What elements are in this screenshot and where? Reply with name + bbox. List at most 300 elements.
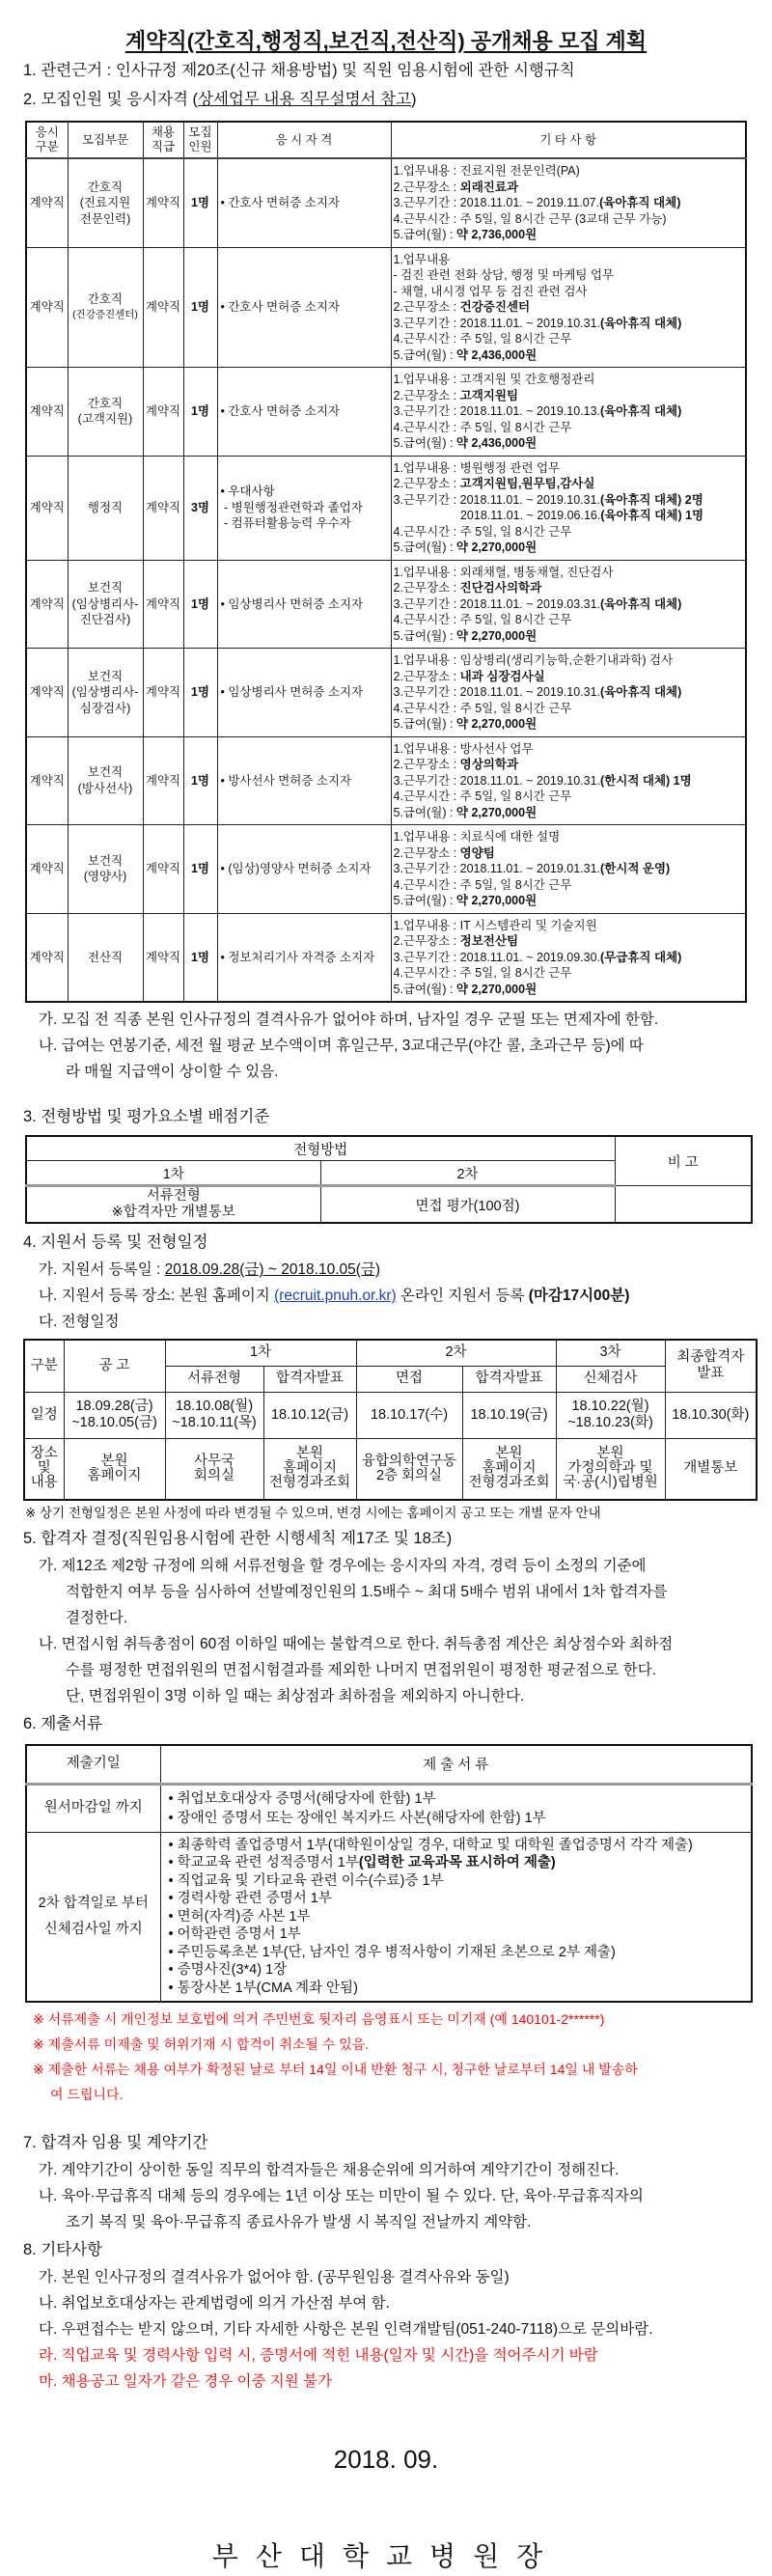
doc-item <box>169 1961 744 1980</box>
detail-text: 2.근무장소 : <box>393 388 460 402</box>
schedule-date: 18.10.12(금) <box>263 1392 356 1438</box>
detail-text: 5.급여(월) : <box>393 717 456 731</box>
dept-line: 간호직 <box>87 180 124 194</box>
detail-line <box>394 933 744 950</box>
detail-emphasis: 내과 심장검사실 <box>459 669 545 683</box>
detail-text: 1.업무내용 : 병원행정 관련 업무 <box>393 460 561 475</box>
detail-line <box>394 227 744 243</box>
detail-line <box>394 195 744 211</box>
h-round1: 1차 <box>165 1340 356 1366</box>
detail-emphasis: 정보전산팀 <box>459 934 519 948</box>
qualification-cell <box>217 736 391 825</box>
qualification-line: - 병원행정관련학과 졸업자 <box>220 500 363 514</box>
schedule-date: 18.10.17(수) <box>356 1392 462 1438</box>
grade-cell: 계약직 <box>143 736 183 825</box>
detail-text: 3.근무기간 : 2018.11.01. ~ 2019.10.31. <box>393 685 601 699</box>
red-note: ※ 서류제출 시 개인정보 보호법에 의거 주민번호 뒷자리 음영표시 또는 미기재 (예 140101-2******) <box>33 2011 605 2027</box>
detail-text: 3.근무기간 : 2018.11.01. ~ 2019.10.31. <box>393 316 601 330</box>
grade-cell: 계약직 <box>143 158 183 247</box>
selection-method-table <box>25 1135 753 1224</box>
grade-cell: 계약직 <box>143 649 183 737</box>
detail-line <box>394 701 744 717</box>
docs-list <box>160 1784 752 1832</box>
detail-line <box>394 918 744 934</box>
dept-line: 보건직 <box>87 581 124 595</box>
dept-line: 보건직 <box>87 853 124 868</box>
doc-item <box>169 1837 744 1855</box>
doc-text: • 면허(자격)증 사본 1부 <box>168 1908 311 1925</box>
schedule-date: 18.09.28(금) ~18.10.05(금) <box>64 1392 165 1438</box>
note-na: 나. 급여는 연봉기준, 세전 월 평균 보수액이며 휴일근무, 3교대근무(야간 콜, 초과근무 등)에 따 <box>39 1038 644 1054</box>
detail-emphasis: 약 2,270,000원 <box>455 717 538 731</box>
detail-text: 1.업무내용 : 고객지원 및 간호행정관리 <box>393 373 595 386</box>
qualification-line: • 정보처리기사 자격증 소지자 <box>220 950 375 964</box>
qualification-cell <box>217 913 391 1002</box>
detail-text: 1.업무내용 : 치료식에 대한 설명 <box>393 830 561 844</box>
qualification-cell <box>217 825 391 914</box>
detail-text: 3.근무기간 : 2018.11.01. ~ 2019.01.31. <box>393 862 601 875</box>
sec7-line: 가. 계약기간이 상이한 동일 직무의 합격자들은 채용순위에 의거하여 계약기간이 정해진다. <box>39 2162 620 2178</box>
table-row <box>26 649 746 737</box>
application-place: 나. 지원서 등록 장소: 본원 홈페이지 (recruit.pnuh.or.kr) 온라인 지원서 등록 (마감17시00분) <box>39 1288 630 1304</box>
date-label: 일정 <box>24 1392 64 1438</box>
column-header: 응시 구분 <box>26 122 68 158</box>
detail-emphasis: 외래진료과 <box>459 180 519 194</box>
doc-text: • 학교교육 관련 성적증명서 1부 <box>168 1855 359 1870</box>
doc-emphasis: (입력한 교육과목 표시하여 제출) <box>358 1855 556 1870</box>
detail-line <box>394 829 744 845</box>
detail-text: 4.근무시간 : 주 5일, 일 8시간 근무 (3교대 근무 가능) <box>393 211 667 226</box>
dept-line: 심장검사) <box>79 701 131 715</box>
schedule-note: ※ 상기 전형일정은 본원 사정에 따라 변경될 수 있으며, 변경 시에는 홈페이지 공고 또는 개별 문자 안내 <box>25 1506 601 1520</box>
detail-line <box>394 476 744 492</box>
qualification-line: • 우대사항 <box>220 485 275 499</box>
detail-text: 3.근무기간 : 2018.11.01. ~ 2019.11.07. <box>393 196 600 209</box>
sec8-red-line: 마. 채용공고 일자가 같은 경우 이중 지원 불가 <box>39 2373 332 2390</box>
schedule-place: 사무국 회의실 <box>165 1438 263 1500</box>
sec8-line: 가. 본원 인사규정의 결격사유가 없어야 함. (공무원임용 결격사유와 동일) <box>39 2269 510 2285</box>
h-final: 최종합격자 발표 <box>665 1340 757 1392</box>
doc-text: • 증명사진(3*4) 1장 <box>168 1962 288 1978</box>
details-cell <box>391 560 746 649</box>
detail-text: 4.근무시간 : 주 5일, 일 8시간 근무 <box>393 420 572 434</box>
qualification-line: • (임상)영양사 면허증 소지자 <box>220 862 372 875</box>
section-2-heading: 2. 모집인원 및 응시자격 (상세업무 내용 직무설명서 참고) <box>23 91 417 108</box>
detail-line <box>394 508 744 524</box>
detail-text: - 채혈, 내시경 업무 등 검진 관련 검사 <box>393 284 588 298</box>
detail-text: 1.업무내용 : IT 시스템관리 및 기술지원 <box>393 918 597 932</box>
sec7-line: 조기 복직 및 육아·무급휴직 종료사유가 발생 시 복직일 전날까지 계약함. <box>66 2214 532 2230</box>
detail-text: 4.근무시간 : 주 5일, 일 8시간 근무 <box>393 701 572 715</box>
count-cell: 1명 <box>183 158 217 247</box>
dept-line: 보건직 <box>87 669 124 683</box>
qualification-cell <box>217 247 391 368</box>
sec8-line: 다. 우편접수는 받지 않으며, 기타 자세한 사항은 본원 인력개발팀(051-240-7118)으로 문의바람. <box>39 2321 653 2338</box>
method-header: 전형방법 <box>26 1136 615 1161</box>
detail-text: 5.급여(월) : <box>393 628 456 643</box>
detail-line <box>394 211 744 228</box>
detail-emphasis: (한시적 운영) <box>600 862 671 875</box>
sec8-red-line: 라. 직업교육 및 경력사항 입력 시, 증명서에 적힌 내용(일자 및 시간)을 적어주시기 바람 <box>39 2347 598 2364</box>
detail-text: 1.업무내용 : 임상병리(생리기능학,순환기내과학) 검사 <box>393 653 674 667</box>
h-round3: 3차 <box>556 1340 665 1366</box>
detail-line <box>394 331 744 347</box>
detail-text: 5.급여(월) : <box>393 894 456 907</box>
section-3-heading: 3. 전형방법 및 평가요소별 배점기준 <box>23 1108 270 1125</box>
detail-emphasis: (육아휴직 대체) 1명 <box>600 509 704 522</box>
detail-text: 2.근무장소 : <box>393 934 460 948</box>
doc-item <box>169 1908 744 1926</box>
grade-cell: 계약직 <box>143 913 183 1002</box>
count-cell: 1명 <box>183 368 217 457</box>
type-cell: 계약직 <box>26 736 68 825</box>
qualification-cell <box>217 649 391 737</box>
schedule-date: 18.10.19(금) <box>462 1392 556 1438</box>
detail-emphasis: (육아휴직 대체) <box>600 596 682 611</box>
section-6-heading: 6. 제출서류 <box>23 1715 103 1732</box>
doc-text: • 주민등록초본 1부(단, 남자인 경우 병적사항이 기재된 초본으로 2부 제출) <box>168 1944 616 1960</box>
detail-line <box>394 596 744 613</box>
detail-line <box>394 347 744 364</box>
note-ga: 가. 모집 전 직종 본원 인사규정의 결격사유가 없어야 하며, 남자일 경우 군필 또는 면제자에 한함. <box>39 1011 659 1028</box>
detail-emphasis: 약 2,270,000원 <box>455 628 538 643</box>
qualification-cell <box>217 456 391 560</box>
details-cell <box>391 736 746 825</box>
round1-value: 서류전형 ※합격자만 개별통보 <box>26 1186 320 1224</box>
dept-line: 전문인력) <box>79 211 131 226</box>
detail-text: 5.급여(월) : <box>393 436 456 450</box>
schedule-place: 본원 홈페이지 전형경과조회 <box>462 1438 556 1500</box>
detail-text: 3.근무기간 : 2018.11.01. ~ 2019.10.13. <box>393 404 601 418</box>
sub-header: 신체검사 <box>556 1366 665 1392</box>
detail-text: 1.업무내용 : 방사선사 업무 <box>393 741 534 756</box>
column-header: 응 시 자 격 <box>217 122 391 158</box>
recruit-site-link[interactable]: (recruit.pnuh.or.kr) <box>274 1288 397 1304</box>
sec5-line: 수를 평정한 면접위원의 면접시험결과를 제외한 나머지 면접위원이 평정한 평균점으로 한다. <box>66 1662 657 1678</box>
red-note: 여 드립니다. <box>50 2087 124 2102</box>
round2-header: 2차 <box>320 1161 615 1186</box>
detail-text: 1.업무내용 <box>393 252 451 266</box>
remark-header: 비 고 <box>615 1136 752 1186</box>
sub-header: 합격자발표 <box>462 1366 556 1392</box>
section-8-heading: 8. 기타사항 <box>23 2241 103 2258</box>
detail-text: 5.급여(월) : <box>393 347 456 362</box>
detail-text: 4.근무시간 : 주 5일, 일 8시간 근무 <box>393 332 572 346</box>
count-cell: 1명 <box>183 913 217 1002</box>
dept-cell <box>68 913 143 1002</box>
count-cell: 1명 <box>183 736 217 825</box>
detail-line <box>394 716 744 733</box>
dept-line: 간호직 <box>87 291 124 306</box>
detail-line <box>394 612 744 628</box>
detail-emphasis: 진단검사의학과 <box>459 581 542 595</box>
doc-text: • 최종학력 졸업증명서 1부(대학원이상일 경우, 대학교 및 대학원 졸업증명서 각각 제출) <box>168 1837 693 1853</box>
detail-emphasis: 약 2,270,000원 <box>455 805 538 819</box>
detail-line <box>394 180 744 196</box>
detail-text: 2.근무장소 : <box>393 669 460 683</box>
documents-table <box>25 1744 753 2003</box>
qualification-line: • 임상병리사 면허증 소지자 <box>220 685 364 699</box>
detail-emphasis: 약 2,736,000원 <box>455 228 538 241</box>
detail-line <box>394 299 744 316</box>
detail-emphasis: 영상의학과 <box>459 758 519 771</box>
dept-cell <box>68 649 143 737</box>
schedule-place: 개별통보 <box>665 1438 757 1500</box>
detail-line <box>394 580 744 596</box>
qualification-line: • 방사선사 면허증 소지자 <box>220 773 352 788</box>
sub-header: 서류전형 <box>165 1366 263 1392</box>
count-cell: 1명 <box>183 649 217 737</box>
details-cell <box>391 825 746 914</box>
detail-emphasis: (육아휴직 대체) <box>600 685 682 699</box>
type-cell: 계약직 <box>26 247 68 368</box>
detail-text: 4.근무시간 : 주 5일, 일 8시간 근무 <box>393 524 572 539</box>
section-7-heading: 7. 합격자 임용 및 계약기간 <box>23 2134 208 2151</box>
count-cell: 1명 <box>183 825 217 914</box>
detail-emphasis: 고객지원팀,원무팀,감사실 <box>459 477 595 490</box>
detail-emphasis: (무급휴직 대체) <box>600 950 682 964</box>
dept-cell <box>68 456 143 560</box>
doc-item <box>169 1872 744 1891</box>
detail-line <box>394 492 744 509</box>
detail-line <box>394 524 744 540</box>
dept-line: 전산직 <box>87 950 124 964</box>
detail-text: 1.업무내용 : 외래채혈, 병동채혈, 진단검사 <box>393 565 614 579</box>
doc-text: • 경력사항 관련 증명서 1부 <box>168 1891 332 1906</box>
detail-text: 2.근무장소 : <box>393 180 460 194</box>
doc-item <box>169 1980 744 1998</box>
qualification-cell <box>217 158 391 247</box>
detail-line <box>394 163 744 180</box>
dept-line: (임상병리사- <box>71 596 139 611</box>
count-cell: 1명 <box>183 247 217 368</box>
grade-cell: 계약직 <box>143 825 183 914</box>
detail-line <box>394 982 744 998</box>
sec7-line: 나. 육아·무급휴직 대체 등의 경우에는 1년 이상 또는 미만이 될 수 있다. 단, 육아·무급휴직자의 <box>39 2188 644 2204</box>
detail-line <box>394 950 744 966</box>
detail-line <box>394 893 744 909</box>
dept-line: (영양사) <box>83 870 127 884</box>
section-1: 1. 관련근거 : 인사규정 제20조(신규 채용방법) 및 직원 임용시험에 관한 시행규칙 <box>23 62 575 79</box>
count-cell: 1명 <box>183 560 217 649</box>
doc-text: • 직업교육 및 기타교육 관련 이수(수료)증 1부 <box>168 1872 444 1889</box>
doc-item: • 장애인 증명서 또는 장애인 복지카드 사본(해당자에 한함) 1부 <box>168 1810 546 1826</box>
dept-line: (진료지원 <box>79 196 131 209</box>
sub-header: 면접 <box>356 1366 462 1392</box>
docs-list <box>160 1832 752 2002</box>
detail-emphasis: 약 2,270,000원 <box>455 540 538 554</box>
detail-text: 3.근무기간 : 2018.11.01. ~ 2019.03.31. <box>393 596 601 611</box>
dept-line: (건강증진센터) <box>72 309 138 321</box>
detail-line <box>394 252 744 268</box>
remark-value <box>615 1186 752 1224</box>
dept-cell <box>68 368 143 457</box>
section-4-heading: 4. 지원서 등록 및 전형일정 <box>23 1233 208 1251</box>
detail-text: 2.근무장소 : <box>393 581 460 595</box>
schedule-place: 본원 홈페이지 전형경과조회 <box>263 1438 356 1500</box>
table-row <box>26 247 746 368</box>
column-header: 모집부문 <box>68 122 143 158</box>
detail-line <box>394 757 744 773</box>
row1-deadline: 원서마감일 까지 <box>26 1784 160 1832</box>
column-header: 모집 인원 <box>183 122 217 158</box>
detail-line <box>394 741 744 758</box>
h-round2: 2차 <box>356 1340 556 1366</box>
dept-line: 행정직 <box>87 500 124 514</box>
schedule-date: 18.10.08(월) ~18.10.11(목) <box>165 1392 263 1438</box>
table-row <box>26 913 746 1002</box>
details-cell <box>391 247 746 368</box>
dept-cell <box>68 560 143 649</box>
detail-emphasis: (한시적 대체) 1명 <box>600 773 692 788</box>
detail-text: 1.업무내용 : 진료지원 전문인력(PA) <box>393 164 580 178</box>
grade-cell: 계약직 <box>143 368 183 457</box>
dept-cell <box>68 736 143 825</box>
round2-value: 면접 평가(100점) <box>320 1186 615 1224</box>
detail-line <box>394 877 744 894</box>
detail-line <box>394 652 744 669</box>
header-row <box>26 122 746 158</box>
place-label: 장소 및 내용 <box>24 1438 64 1500</box>
detail-text: 4.근무시간 : 주 5일, 일 8시간 근무 <box>393 877 572 892</box>
dept-cell <box>68 825 143 914</box>
schedule-place: 본원 홈페이지 <box>64 1438 165 1500</box>
h-gubun: 구분 <box>24 1340 64 1392</box>
doc-item <box>169 1944 744 1962</box>
detail-text: 4.근무시간 : 주 5일, 일 8시간 근무 <box>393 613 572 626</box>
detail-line <box>394 540 744 556</box>
doc-item <box>169 1854 744 1872</box>
detail-text: 3.근무기간 : 2018.11.01. ~ 2019.10.31. <box>393 773 601 788</box>
dept-line: 보건직 <box>87 765 124 780</box>
h-docs: 제 출 서 류 <box>160 1745 752 1784</box>
details-cell <box>391 649 746 737</box>
table-row <box>26 158 746 247</box>
sec5-line: 결정한다. <box>66 1610 128 1626</box>
red-note: ※ 제출한 서류는 채용 여부가 확정된 날로 부터 14일 이내 반환 청구 시, 청구한 날로부터 14일 내 발송하 <box>33 2062 638 2077</box>
detail-line <box>394 403 744 420</box>
detail-line <box>394 861 744 877</box>
detail-text: 2.근무장소 : <box>393 477 460 490</box>
type-cell: 계약직 <box>26 913 68 1002</box>
column-header: 기 타 사 항 <box>391 122 746 158</box>
detail-emphasis: 약 2,436,000원 <box>455 436 538 450</box>
detail-line <box>394 805 744 821</box>
type-cell: 계약직 <box>26 560 68 649</box>
qualification-cell <box>217 368 391 457</box>
detail-text: 2018.11.01. ~ 2019.06.16. <box>393 509 601 522</box>
qualification-cell <box>217 560 391 649</box>
type-cell: 계약직 <box>26 649 68 737</box>
detail-line <box>394 267 744 284</box>
document-date: 2018. 09. <box>333 2445 439 2474</box>
schedule-label: 다. 전형일정 <box>39 1314 120 1330</box>
detail-text: 3.근무기간 : 2018.11.01. ~ 2019.09.30. <box>393 950 601 964</box>
detail-line <box>394 435 744 452</box>
details-cell <box>391 158 746 247</box>
row2-deadline: 2차 합격일로 부터 신체검사일 까지 <box>26 1832 160 2002</box>
red-note: ※ 제출서류 미제출 및 허위기재 시 합격이 취소될 수 있음. <box>33 2036 370 2052</box>
table-row <box>26 368 746 457</box>
sub-header: 합격자발표 <box>263 1366 356 1392</box>
detail-emphasis: 약 2,270,000원 <box>455 982 538 996</box>
doc-text: • 통장사본 1부(CMA 계좌 안됨) <box>168 1980 358 1996</box>
detail-line <box>394 460 744 477</box>
detail-emphasis: (육아휴직 대체) 2명 <box>600 492 703 507</box>
details-cell <box>391 368 746 457</box>
qualification-line: • 간호사 면허증 소지자 <box>220 196 340 209</box>
count-cell: 3명 <box>183 456 217 560</box>
grade-cell: 계약직 <box>143 456 183 560</box>
dept-line: 진단검사) <box>79 613 131 626</box>
sec8-line: 나. 취업보호대상자는 관계법령에 의거 가산점 부여 함. <box>39 2295 390 2312</box>
table-row <box>26 825 746 914</box>
column-header: 채용 직급 <box>143 122 183 158</box>
detail-emphasis: (육아휴직 대체) <box>600 404 682 418</box>
detail-line <box>394 284 744 300</box>
schedule-place: 융합의학연구동 2층 회의실 <box>356 1438 462 1500</box>
detail-text: 2.근무장소 : <box>393 300 460 314</box>
recruitment-table <box>25 121 747 1003</box>
detail-line <box>394 965 744 982</box>
detail-text: 2.근무장소 : <box>393 845 460 860</box>
detail-line <box>394 789 744 805</box>
detail-emphasis: (육아휴직 대체) <box>600 316 682 330</box>
grade-cell: 계약직 <box>143 247 183 368</box>
doc-item: • 취업보호대상자 증명서(해당자에 한함) 1부 <box>168 1790 436 1807</box>
detail-emphasis: (육아휴직 대체) <box>599 196 681 209</box>
application-period: 가. 지원서 등록일 : 2018.09.28(금) ~ 2018.10.05(금) <box>39 1261 381 1278</box>
grade-cell: 계약직 <box>143 560 183 649</box>
detail-line <box>394 316 744 332</box>
detail-text: 5.급여(월) : <box>393 982 456 996</box>
detail-text: 3.근무기간 : 2018.11.01. ~ 2019.10.31. <box>393 492 601 507</box>
sec5-line: 나. 면접시험 취득총점이 60점 이하일 때에는 불합격으로 한다. 취득총점 계산은 최상점수와 최하점 <box>39 1636 674 1652</box>
schedule-date: 18.10.22(월) ~18.10.23(화) <box>556 1392 665 1438</box>
detail-text: 5.급여(월) : <box>393 805 456 819</box>
qualification-line: • 간호사 면허증 소지자 <box>220 404 340 418</box>
type-cell: 계약직 <box>26 456 68 560</box>
dept-line: (방사선사) <box>77 781 133 795</box>
detail-line <box>394 372 744 388</box>
details-cell <box>391 913 746 1002</box>
type-cell: 계약직 <box>26 825 68 914</box>
note-na-cont: 라 매월 지급액이 상이할 수 있음. <box>66 1064 279 1080</box>
detail-emphasis: 약 2,436,000원 <box>455 347 538 362</box>
h-deadline: 제출기일 <box>26 1745 160 1784</box>
type-cell: 계약직 <box>26 158 68 247</box>
details-cell <box>391 456 746 560</box>
doc-item <box>169 1890 744 1908</box>
detail-emphasis: 약 2,270,000원 <box>455 894 538 907</box>
document-title: 계약직(간호직,행정직,보건직,전산직) 공개채용 모집 계획 <box>124 29 648 53</box>
dept-line: (임상병리사- <box>71 685 139 699</box>
table-row <box>26 736 746 825</box>
detail-text: 5.급여(월) : <box>393 228 456 241</box>
detail-line <box>394 628 744 645</box>
section-5-heading: 5. 합격자 결정(직원임용시험에 관한 시행세칙 제17조 및 18조) <box>23 1530 453 1547</box>
detail-text: - 검진 관련 전화 상담, 행정 및 마케팅 업무 <box>393 268 615 282</box>
detail-line <box>394 773 744 789</box>
dept-line: (고객지원) <box>77 412 133 427</box>
qualification-line: • 임상병리사 면허증 소지자 <box>220 596 364 611</box>
table-row <box>26 456 746 560</box>
sec5-line: 단, 면접위원이 3명 이하 일 때는 최상점과 최하점을 제외하지 아니한다. <box>66 1688 525 1704</box>
table-row <box>26 560 746 649</box>
round1-header: 1차 <box>26 1161 320 1186</box>
detail-line <box>394 565 744 581</box>
type-cell: 계약직 <box>26 368 68 457</box>
